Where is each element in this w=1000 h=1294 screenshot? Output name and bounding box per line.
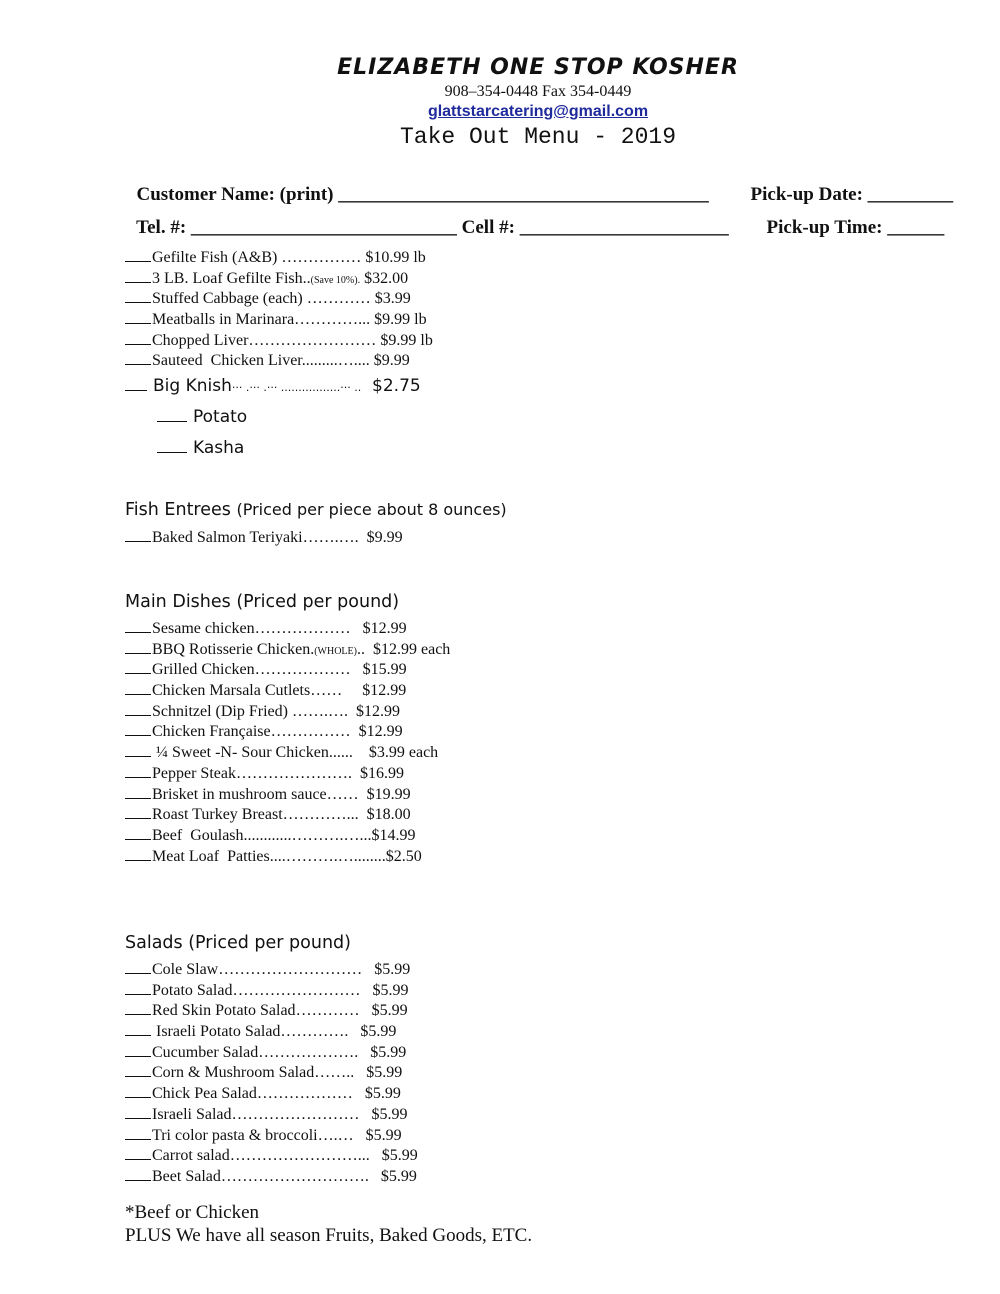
list-item: Potato Salad…………………… $5.99 bbox=[125, 980, 418, 1001]
pickup-date-label: Pick-up Date: bbox=[750, 184, 863, 205]
checkbox-line[interactable] bbox=[125, 1000, 151, 1015]
pickup-time-blank[interactable]: ______ bbox=[887, 217, 945, 238]
checkbox-line[interactable] bbox=[125, 763, 151, 778]
list-item: Chicken Française…………… $12.99 bbox=[125, 721, 450, 742]
list-item: Corn & Mushroom Salad…….. $5.99 bbox=[125, 1062, 418, 1083]
customer-name-label: Customer Name: (print) bbox=[136, 184, 334, 205]
list-item: Sesame chicken……………… $12.99 bbox=[125, 618, 450, 639]
checkbox-line[interactable] bbox=[125, 784, 151, 799]
checkbox-line[interactable] bbox=[125, 1104, 151, 1119]
fish-entrees-list bbox=[125, 527, 403, 548]
checkbox-line[interactable] bbox=[157, 438, 187, 453]
checkbox-line[interactable] bbox=[125, 959, 151, 974]
list-item: Sauteed Chicken Liver.........….... $9.99 bbox=[125, 350, 433, 371]
salads-heading: Salads (Priced per pound) bbox=[125, 933, 351, 953]
checkbox-line[interactable] bbox=[157, 407, 187, 422]
salads-list bbox=[125, 959, 418, 1187]
list-item: Meatballs in Marinara…………... $9.99 lb bbox=[125, 309, 433, 330]
checkbox-line[interactable] bbox=[125, 268, 151, 283]
checkbox-line[interactable] bbox=[125, 659, 151, 674]
list-item: Grilled Chicken……………… $15.99 bbox=[125, 659, 450, 680]
list-item: Pepper Steak…………………. $16.99 bbox=[125, 763, 450, 784]
list-item: Israeli Potato Salad…………. $5.99 bbox=[125, 1021, 418, 1042]
checkbox-line[interactable] bbox=[125, 721, 151, 736]
knish-option-potato: Potato bbox=[157, 407, 247, 427]
business-name: ELIZABETH ONE STOP KOSHER bbox=[337, 55, 739, 80]
appetizer-list bbox=[125, 247, 433, 371]
list-item: Schnitzel (Dip Fried) …….…. $12.99 bbox=[125, 701, 450, 722]
knish-option-kasha: Kasha bbox=[157, 438, 244, 458]
checkbox-line[interactable] bbox=[125, 825, 151, 840]
menu-header bbox=[0, 54, 1000, 152]
list-item: Roast Turkey Breast…………... $18.00 bbox=[125, 804, 450, 825]
checkbox-line[interactable] bbox=[125, 288, 151, 303]
cell-label: Cell #: bbox=[461, 217, 515, 238]
main-dishes-list bbox=[125, 618, 450, 866]
pickup-date-blank[interactable]: _________ bbox=[867, 184, 954, 205]
checkbox-line[interactable] bbox=[125, 680, 151, 695]
list-item: BBQ Rotisserie Chicken.(WHOLE).. $12.99 each bbox=[125, 639, 450, 660]
list-item: Red Skin Potato Salad………… $5.99 bbox=[125, 1000, 418, 1021]
checkbox-line[interactable] bbox=[125, 330, 151, 345]
list-item: Stuffed Cabbage (each) ………… $3.99 bbox=[125, 288, 433, 309]
customer-name-blank[interactable]: _______________________________________ bbox=[338, 184, 709, 205]
checkbox-line[interactable] bbox=[125, 1145, 151, 1160]
list-item: Meat Loaf Patties....……….…........$2.50 bbox=[125, 846, 450, 867]
list-item: Carrot salad……………………... $5.99 bbox=[125, 1145, 418, 1166]
checkbox-line[interactable] bbox=[125, 1021, 151, 1036]
checkbox-line[interactable] bbox=[125, 1062, 151, 1077]
list-item: 3 LB. Loaf Gefilte Fish..(Save 10%). $32.00 bbox=[125, 268, 433, 289]
phone-fax: 908–354-0448 Fax 354-0449 bbox=[444, 83, 632, 100]
tel-label: Tel. #: bbox=[136, 217, 187, 238]
checkbox-line[interactable] bbox=[125, 376, 147, 391]
tel-field bbox=[127, 195, 729, 239]
list-item: Baked Salmon Teriyaki…….…. $9.99 bbox=[125, 527, 403, 548]
list-item: Chicken Marsala Cutlets…… $12.99 bbox=[125, 680, 450, 701]
main-dishes-heading: Main Dishes (Priced per pound) bbox=[125, 592, 400, 612]
checkbox-line[interactable] bbox=[125, 527, 151, 542]
checkbox-line[interactable] bbox=[125, 742, 151, 757]
list-item: Gefilte Fish (A&B) …………… $10.99 lb bbox=[125, 247, 433, 268]
checkbox-line[interactable] bbox=[125, 1125, 151, 1140]
menu-title: Take Out Menu - 2019 bbox=[399, 124, 677, 150]
big-knish-item: Big Knish··· .··· .··· .................··· .. $2.75 bbox=[125, 376, 421, 396]
checkbox-line[interactable] bbox=[125, 309, 151, 324]
fish-entrees-heading: Fish Entrees (Priced per piece about 8 ounces) bbox=[125, 500, 507, 520]
list-item: Beet Salad………………………. $5.99 bbox=[125, 1166, 418, 1187]
checkbox-line[interactable] bbox=[125, 701, 151, 716]
checkbox-line[interactable] bbox=[125, 350, 151, 365]
pickup-time-label: Pick-up Time: bbox=[766, 217, 883, 238]
checkbox-line[interactable] bbox=[125, 804, 151, 819]
list-item: Beef Goulash............……….…...$14.99 bbox=[125, 825, 450, 846]
checkbox-line[interactable] bbox=[125, 846, 151, 861]
checkbox-line[interactable] bbox=[125, 1042, 151, 1057]
footnote-beef-or-chicken: *Beef or Chicken bbox=[125, 1202, 260, 1223]
checkbox-line[interactable] bbox=[125, 618, 151, 633]
list-item: Brisket in mushroom sauce…… $19.99 bbox=[125, 784, 450, 805]
checkbox-line[interactable] bbox=[125, 1166, 151, 1181]
email-link[interactable]: glattstarcatering@gmail.com bbox=[427, 103, 649, 120]
checkbox-line[interactable] bbox=[125, 639, 151, 654]
checkbox-line[interactable] bbox=[125, 1083, 151, 1098]
footnote-plus: PLUS We have all season Fruits, Baked Goods, ETC. bbox=[125, 1225, 533, 1246]
tel-blank[interactable]: ____________________________ bbox=[190, 217, 457, 238]
checkbox-line[interactable] bbox=[125, 247, 151, 262]
cell-blank[interactable]: ______________________ bbox=[519, 217, 729, 238]
list-item: Chopped Liver…………………… $9.99 lb bbox=[125, 330, 433, 351]
list-item: Cucumber Salad………………. $5.99 bbox=[125, 1042, 418, 1063]
pickup-time-field bbox=[757, 195, 944, 239]
list-item: Chick Pea Salad……………… $5.99 bbox=[125, 1083, 418, 1104]
list-item: ¼ Sweet -N- Sour Chicken...... $3.99 each bbox=[125, 742, 450, 763]
list-item: Tri color pasta & broccoli….… $5.99 bbox=[125, 1125, 418, 1146]
checkbox-line[interactable] bbox=[125, 980, 151, 995]
list-item: Cole Slaw……………………… $5.99 bbox=[125, 959, 418, 980]
list-item: Israeli Salad…………………… $5.99 bbox=[125, 1104, 418, 1125]
